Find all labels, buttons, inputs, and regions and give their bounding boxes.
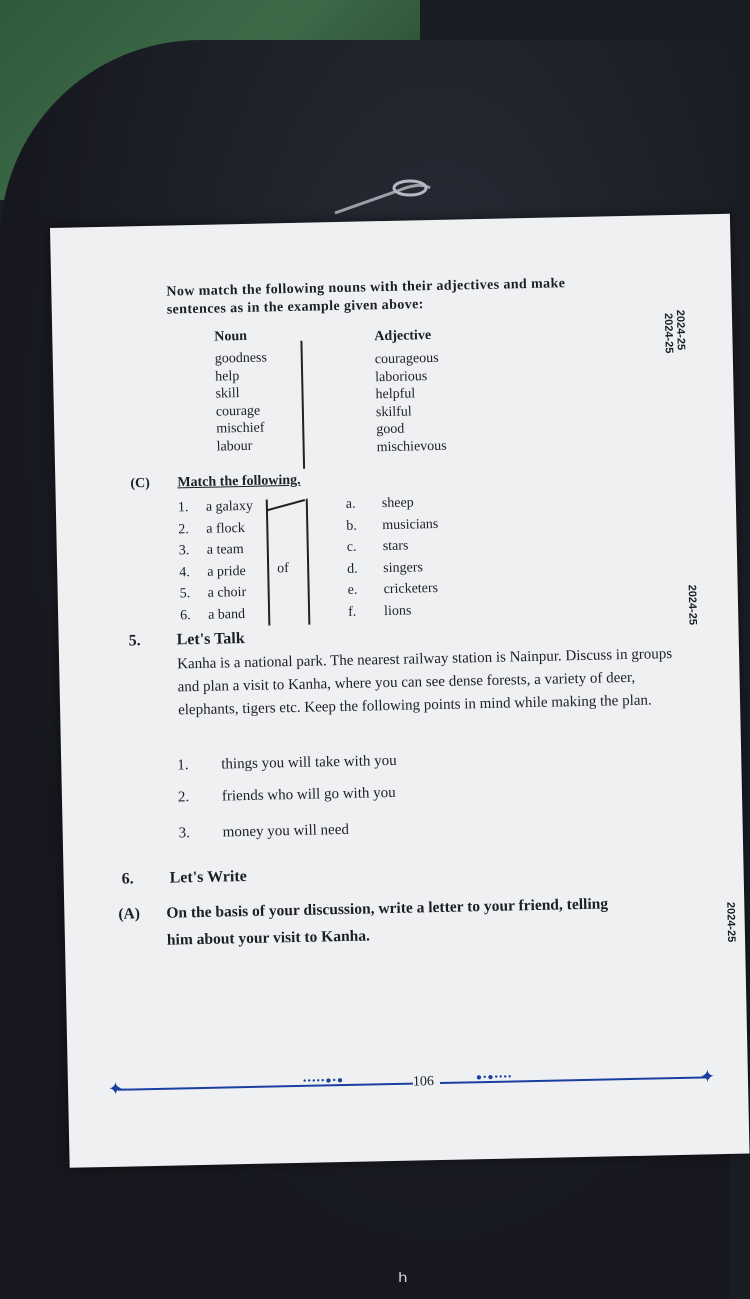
list-item: a choir — [207, 584, 247, 601]
noun-item: skill — [215, 386, 240, 402]
list-item: a pride — [207, 563, 246, 580]
page-number: 106 — [412, 1074, 435, 1090]
list-item: lions — [383, 603, 412, 619]
match-left-numbers: 1. 2. 3. 4. 5. 6. — [177, 500, 191, 623]
zipper-pull-icon — [330, 178, 440, 218]
match-connector — [266, 499, 305, 511]
match-right-letters: a. b. c. d. e. f. — [345, 496, 358, 620]
match-left-items — [206, 496, 256, 626]
noun-item: courage — [215, 403, 261, 420]
list-item: stars — [382, 538, 409, 555]
pencil-mark-icon: ʰ — [398, 1268, 408, 1296]
adjective-item: good — [376, 421, 405, 438]
section-6-number: 6. — [121, 870, 134, 888]
noun-list — [215, 349, 269, 455]
footer-dots-left: •••••●•● — [302, 1075, 345, 1087]
point-number: 1. — [177, 757, 189, 774]
list-item: a flock — [206, 520, 245, 537]
adjective-item: skilful — [375, 403, 412, 420]
point-number: 3. — [178, 825, 191, 842]
noun-item: labour — [216, 438, 253, 455]
footer-arrow-left-icon: ✦ — [107, 1078, 124, 1099]
list-item: cricketers — [383, 580, 439, 598]
point-text: friends who will go with you — [221, 784, 396, 805]
section-5-paragraph: Kanha is a national park. The nearest railway station is Nainpur. Discuss in groups and plan a visit to Kanha, where you can see dense forests, a variety of deer, elephants, tigers etc. Keep the following points in mind while making the plan. — [177, 646, 673, 719]
noun-item: goodness — [214, 350, 268, 367]
table-divider — [300, 341, 304, 469]
section-c-label: (C) — [130, 475, 150, 492]
textbook-page — [50, 214, 750, 1168]
side-year-mark: 2024-25 — [661, 312, 675, 354]
match-right-bar — [306, 499, 310, 625]
match-right-items — [382, 492, 441, 622]
footer-rule-left — [118, 1083, 413, 1091]
footer-arrow-right-icon: ✦ — [699, 1066, 716, 1087]
adjective-item: laborious — [375, 368, 428, 385]
noun-item: mischief — [216, 420, 265, 437]
section-c-title: Match the following. — [177, 472, 301, 491]
adjective-item: helpful — [375, 386, 416, 403]
side-year-mark: 2024-25 — [724, 901, 738, 943]
section-5-number: 5. — [128, 632, 141, 650]
adjective-item: courageous — [374, 350, 439, 368]
match-instruction: Now match the following nouns with their adjectives and make sentences as in the example given above: — [166, 276, 566, 318]
section-6a-text: On the basis of your discussion, write a letter to your friend, telling him about your visit to Kanha. — [166, 895, 609, 949]
noun-item: help — [214, 368, 240, 385]
of-label: of — [277, 561, 290, 577]
noun-header: Noun — [214, 328, 248, 345]
section-6-title: Let's Write — [169, 868, 247, 887]
point-text: things you will take with you — [221, 752, 397, 773]
list-item: singers — [383, 559, 424, 576]
side-year-mark: 2024-25 — [685, 584, 699, 626]
point-text: money you will need — [222, 821, 350, 841]
adjective-list — [375, 350, 447, 456]
section-5-title: Let's Talk — [176, 630, 245, 649]
list-item: sheep — [381, 495, 414, 512]
adjective-item: mischievous — [376, 438, 447, 455]
list-item: a galaxy — [205, 498, 254, 515]
list-item: a band — [207, 606, 246, 623]
point-number: 2. — [177, 789, 190, 806]
section-6a-label: (A) — [118, 905, 141, 923]
side-year-mark: 2024-25 — [673, 309, 687, 351]
adjective-header: Adjective — [374, 328, 432, 345]
footer-dots-right: ●•●•••• — [475, 1071, 513, 1084]
list-item: a team — [206, 542, 244, 558]
list-item: musicians — [382, 516, 439, 533]
match-left-bar — [266, 500, 270, 626]
